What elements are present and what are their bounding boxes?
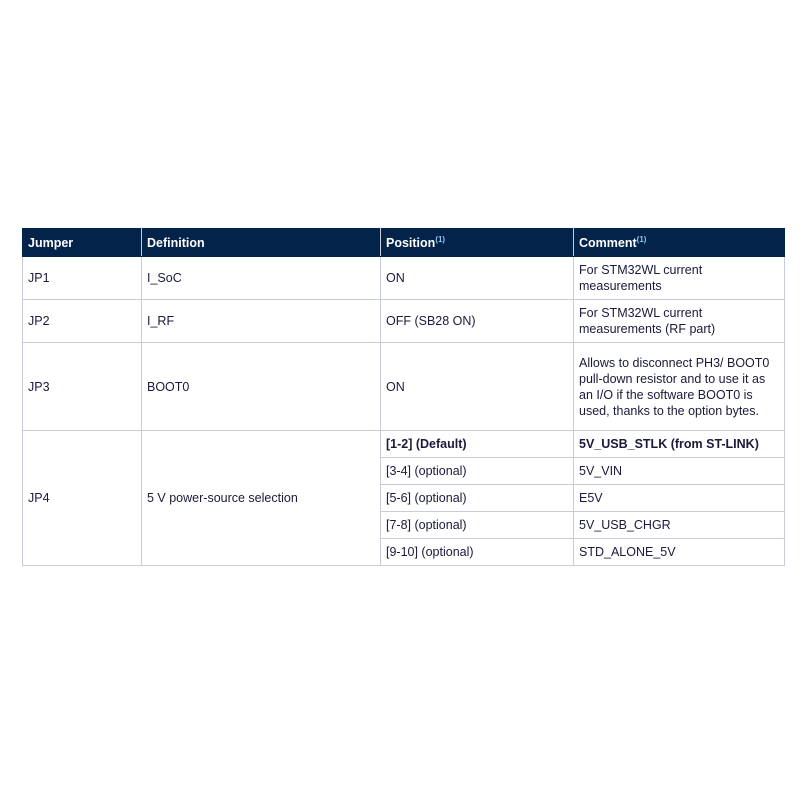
cell-position: [7-8] (optional): [381, 512, 574, 539]
jumper-settings-table: [22, 228, 785, 566]
cell-definition: 5 V power-source selection: [142, 431, 381, 566]
table-header-row: [23, 229, 785, 257]
header-jumper-label: Jumper: [28, 235, 74, 250]
table-row-jp1: [23, 257, 785, 300]
footnote-marker[interactable]: (1): [435, 234, 446, 244]
cell-position: [1-2] (Default): [381, 431, 574, 458]
cell-comment: 5V_VIN: [574, 458, 785, 485]
cell-comment: Allows to disconnect PH3/ BOOT0 pull-down resistor and to use it as an I/O if the software BOOT0 is used, thanks to the option bytes.: [574, 343, 785, 431]
footnote-marker[interactable]: (1): [636, 234, 647, 244]
cell-definition: I_RF: [142, 300, 381, 343]
cell-jumper: JP4: [23, 431, 142, 566]
cell-position: ON: [381, 343, 574, 431]
header-position-label: Position: [386, 236, 436, 251]
cell-comment: For STM32WL current measurements (RF part): [574, 300, 785, 343]
cell-position: ON: [381, 257, 574, 300]
header-comment-label: Comment: [579, 236, 637, 251]
cell-position: [9-10] (optional): [381, 539, 574, 566]
header-comment: [574, 229, 785, 257]
cell-comment: STD_ALONE_5V: [574, 539, 785, 566]
table-row-jp3: [23, 343, 785, 431]
cell-definition: BOOT0: [142, 343, 381, 431]
cell-position: [5-6] (optional): [381, 485, 574, 512]
header-definition: [142, 229, 381, 257]
table-row-jp4-option-1: [23, 431, 785, 458]
cell-comment: For STM32WL current measurements: [574, 257, 785, 300]
header-definition-label: Definition: [147, 235, 205, 250]
cell-position: [3-4] (optional): [381, 458, 574, 485]
table-row-jp2: [23, 300, 785, 343]
cell-jumper: JP1: [23, 257, 142, 300]
cell-jumper: JP3: [23, 343, 142, 431]
cell-position: OFF (SB28 ON): [381, 300, 574, 343]
cell-comment: 5V_USB_CHGR: [574, 512, 785, 539]
cell-jumper: JP2: [23, 300, 142, 343]
cell-definition: I_SoC: [142, 257, 381, 300]
cell-comment: E5V: [574, 485, 785, 512]
header-position: [381, 229, 574, 257]
cell-comment: 5V_USB_STLK (from ST-LINK): [574, 431, 785, 458]
header-jumper: [23, 229, 142, 257]
